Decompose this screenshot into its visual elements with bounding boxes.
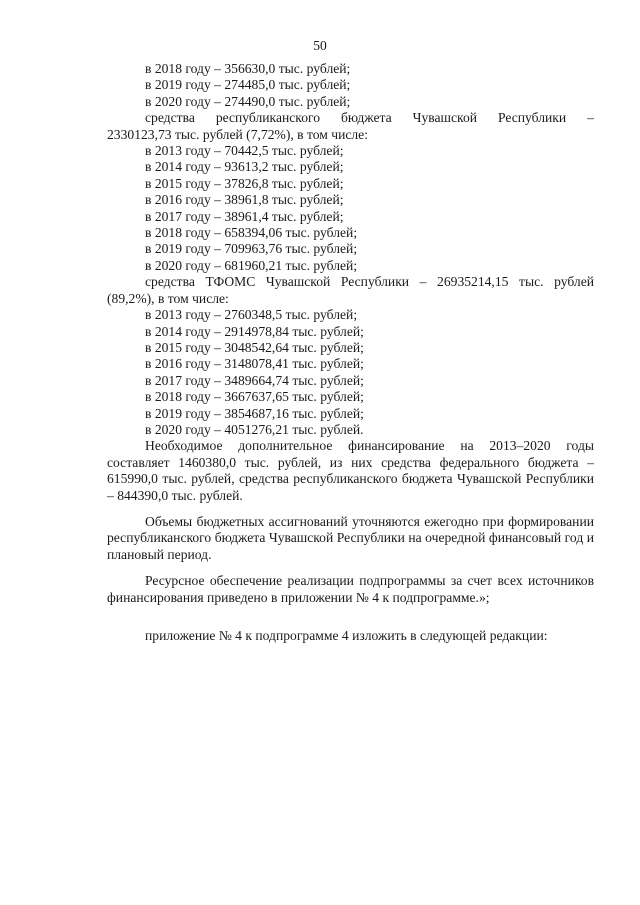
year-line: в 2016 году – 3148078,41 тыс. рублей; (145, 356, 364, 372)
republic-budget-total: 2330123,73 тыс. рублей (7,72%), в том числе: (107, 126, 368, 142)
year-line: в 2018 году – 3667637,65 тыс. рублей; (145, 389, 364, 405)
tfoms-intro: средства ТФОМС Чувашской Республики – 26935214,15 тыс. рублей (145, 274, 594, 290)
appendix-instruction: приложение № 4 к подпрограмме 4 изложить в следующей редакции: (145, 628, 548, 643)
year-line: в 2020 году – 274490,0 тыс. рублей; (145, 93, 351, 109)
year-line: в 2018 году – 356630,0 тыс. рублей; (145, 61, 351, 76)
additional-funding-paragraph: Необходимое дополнительное финансирование на 2013–2020 годы составляет 1460380,0 тыс. рублей, из них средства федерального бюджета – 615990,0 тыс. рублей, средства республиканского бюджета Чувашской Республики – 844390,0 тыс. рублей. (107, 438, 594, 503)
year-line: в 2017 году – 3489664,74 тыс. рублей; (145, 372, 364, 388)
allocations-paragraph: Объемы бюджетных ассигнований уточняются ежегодно при формировании республиканского бюджета Чувашской Республики на очередной финансовый год и плановый период. (107, 513, 594, 562)
year-line: в 2019 году – 274485,0 тыс. рублей; (145, 77, 351, 93)
year-line: в 2018 году – 658394,06 тыс. рублей; (145, 225, 358, 241)
page-number: 50 (313, 38, 327, 53)
year-line: в 2014 году – 2914978,84 тыс. рублей; (145, 323, 364, 339)
year-line: в 2013 году – 70442,5 тыс. рублей; (145, 143, 344, 159)
year-line: в 2016 году – 38961,8 тыс. рублей; (145, 192, 344, 208)
year-line: в 2013 году – 2760348,5 тыс. рублей; (145, 307, 358, 323)
year-line: в 2020 году – 681960,21 тыс. рублей; (145, 257, 358, 273)
body-text (107, 61, 594, 644)
year-line: в 2019 году – 709963,76 тыс. рублей; (145, 241, 358, 257)
republic-budget-intro: средства республиканского бюджета Чувашской Республики – (145, 110, 594, 126)
resources-paragraph: Ресурсное обеспечение реализации подпрограммы за счет всех источников финансирования приведено в приложении № 4 к подпрограмме.»; (107, 573, 594, 605)
tfoms-share: (89,2%), в том числе: (107, 290, 229, 306)
year-line: в 2015 году – 3048542,64 тыс. рублей; (145, 339, 364, 355)
year-line: в 2015 году – 37826,8 тыс. рублей; (145, 175, 344, 191)
year-line: в 2020 году – 4051276,21 тыс. рублей. (145, 421, 364, 437)
year-line: в 2017 году – 38961,4 тыс. рублей; (145, 208, 344, 224)
year-line: в 2014 году – 93613,2 тыс. рублей; (145, 159, 344, 175)
year-line: в 2019 году – 3854687,16 тыс. рублей; (145, 405, 364, 421)
